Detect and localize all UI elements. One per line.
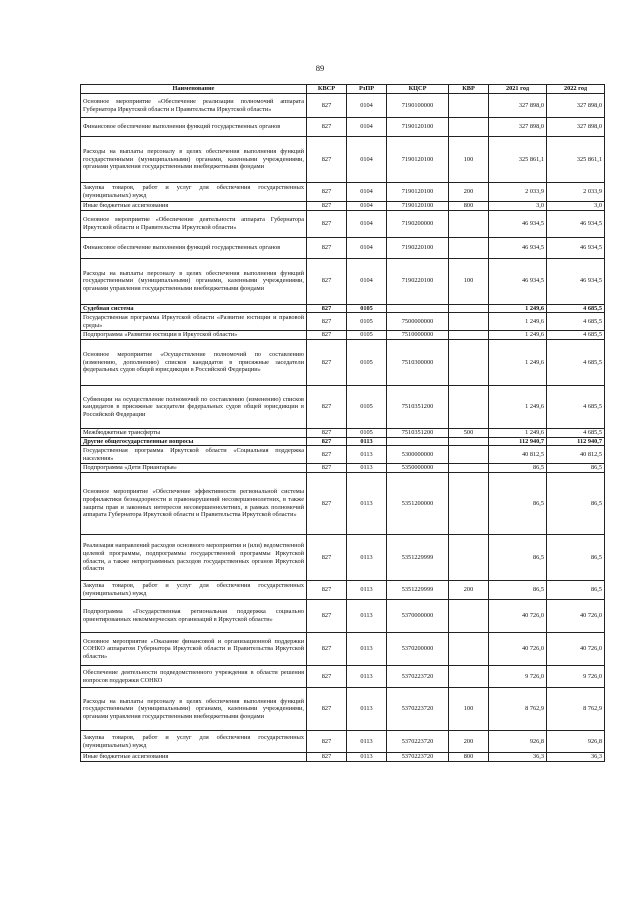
cell-kvr — [449, 237, 489, 258]
cell-kvr — [449, 535, 489, 581]
cell-rzpr: 0105 — [347, 340, 387, 386]
cell-kvsr: 827 — [307, 210, 347, 237]
cell-name: Расходы на выплаты персоналу в целях обеспечения выполнения функций государственными (муниципальными) органами, казенными учреждениями, органами управления государственными внебюджетными фондами — [81, 258, 307, 304]
cell-rzpr: 0104 — [347, 94, 387, 118]
cell-kcsr: 7190220100 — [387, 258, 449, 304]
cell-2021: 1 249,6 — [489, 313, 547, 331]
cell-rzpr: 0104 — [347, 118, 387, 137]
cell-2021: 327 898,0 — [489, 118, 547, 137]
cell-kvr — [449, 210, 489, 237]
cell-2021: 112 940,7 — [489, 437, 547, 446]
cell-kcsr: 7190120100 — [387, 202, 449, 211]
cell-rzpr: 0113 — [347, 633, 387, 666]
header-kvr: КВР — [449, 85, 489, 94]
cell-rzpr: 0104 — [347, 237, 387, 258]
cell-2021: 327 898,0 — [489, 94, 547, 118]
table-row — [81, 237, 605, 258]
cell-2021: 926,8 — [489, 731, 547, 753]
cell-kvr: 200 — [449, 731, 489, 753]
cell-kvsr: 827 — [307, 535, 347, 581]
cell-2021: 2 033,9 — [489, 183, 547, 202]
table-row — [81, 581, 605, 600]
cell-rzpr: 0105 — [347, 429, 387, 438]
cell-kcsr: 7190220100 — [387, 237, 449, 258]
cell-2021: 46 934,5 — [489, 237, 547, 258]
cell-2022: 112 940,7 — [547, 437, 605, 446]
cell-rzpr: 0105 — [347, 331, 387, 340]
cell-2022: 40 726,0 — [547, 600, 605, 633]
cell-rzpr: 0113 — [347, 464, 387, 473]
cell-2022: 327 898,0 — [547, 94, 605, 118]
cell-kvsr: 827 — [307, 202, 347, 211]
cell-kvr: 100 — [449, 137, 489, 183]
cell-kvr — [449, 386, 489, 429]
cell-kvr — [449, 633, 489, 666]
cell-kvsr: 827 — [307, 581, 347, 600]
cell-2022: 40 726,0 — [547, 633, 605, 666]
cell-2021: 86,5 — [489, 464, 547, 473]
cell-2022: 4 685,5 — [547, 340, 605, 386]
budget-table — [80, 84, 605, 762]
header-2021: 2021 год — [489, 85, 547, 94]
cell-rzpr: 0113 — [347, 600, 387, 633]
cell-rzpr: 0113 — [347, 473, 387, 535]
table-row — [81, 464, 605, 473]
cell-rzpr: 0104 — [347, 258, 387, 304]
header-name: Наименование — [81, 85, 307, 94]
cell-2022: 4 685,5 — [547, 386, 605, 429]
cell-kvsr: 827 — [307, 340, 347, 386]
cell-2021: 9 726,0 — [489, 666, 547, 688]
cell-name: Субвенции на осуществление полномочий по составлению (изменению) списков кандидатов в присяжные заседатели федеральных судов общей юрисдикции в Российской Федерации — [81, 386, 307, 429]
cell-rzpr: 0104 — [347, 137, 387, 183]
cell-kcsr: 5370223720 — [387, 731, 449, 753]
cell-2022: 46 934,5 — [547, 258, 605, 304]
cell-2022: 8 762,9 — [547, 688, 605, 731]
cell-kvsr: 827 — [307, 237, 347, 258]
cell-kcsr: 5370200000 — [387, 633, 449, 666]
cell-rzpr: 0113 — [347, 581, 387, 600]
cell-rzpr: 0113 — [347, 437, 387, 446]
cell-kvsr: 827 — [307, 258, 347, 304]
cell-2021: 1 249,6 — [489, 304, 547, 313]
cell-name: Закупка товаров, работ и услуг для обеспечения государственных (муниципальных) нужд — [81, 731, 307, 753]
cell-2022: 4 685,5 — [547, 331, 605, 340]
cell-kcsr: 5370223720 — [387, 666, 449, 688]
cell-name: Финансовое обеспечение выполнения функций государственных органов — [81, 237, 307, 258]
cell-kvr — [449, 331, 489, 340]
cell-2021: 8 762,9 — [489, 688, 547, 731]
table-body — [81, 94, 605, 762]
table-row — [81, 600, 605, 633]
table-row — [81, 666, 605, 688]
cell-rzpr: 0105 — [347, 386, 387, 429]
cell-kvr — [449, 600, 489, 633]
table-row — [81, 118, 605, 137]
cell-2022: 926,8 — [547, 731, 605, 753]
cell-rzpr: 0104 — [347, 202, 387, 211]
cell-kvsr: 827 — [307, 753, 347, 762]
cell-name: Реализация направлений расходов основного мероприятия и (или) ведомственной целевой программы, подпрограммы государственной программы Иркутской области, а также непрограммных расходов государственных органов Иркутской области — [81, 535, 307, 581]
cell-name: Закупка товаров, работ и услуг для обеспечения государственных (муниципальных) нужд — [81, 581, 307, 600]
cell-2021: 46 934,5 — [489, 210, 547, 237]
table-row — [81, 473, 605, 535]
cell-name: Иные бюджетные ассигнования — [81, 202, 307, 211]
cell-kvsr: 827 — [307, 313, 347, 331]
cell-kvr — [449, 464, 489, 473]
cell-2022: 86,5 — [547, 535, 605, 581]
cell-name: Основное мероприятие «Обеспечение реализации полномочий аппарата Губернатора Иркутской области и Правительства Иркутской области» — [81, 94, 307, 118]
cell-kcsr — [387, 437, 449, 446]
cell-2022: 86,5 — [547, 581, 605, 600]
table-row — [81, 731, 605, 753]
cell-name: Закупка товаров, работ и услуг для обеспечения государственных (муниципальных) нужд — [81, 183, 307, 202]
cell-kvsr: 827 — [307, 731, 347, 753]
table-row — [81, 94, 605, 118]
table-row — [81, 258, 605, 304]
cell-rzpr: 0113 — [347, 666, 387, 688]
cell-kvr — [449, 94, 489, 118]
table-row — [81, 331, 605, 340]
cell-kvr: 200 — [449, 183, 489, 202]
cell-2022: 9 726,0 — [547, 666, 605, 688]
cell-kcsr: 5300000000 — [387, 446, 449, 464]
table-row — [81, 340, 605, 386]
cell-2021: 1 249,6 — [489, 386, 547, 429]
cell-name: Судебная система — [81, 304, 307, 313]
table-row — [81, 210, 605, 237]
cell-kvr: 500 — [449, 429, 489, 438]
cell-kvsr: 827 — [307, 633, 347, 666]
cell-kvsr: 827 — [307, 600, 347, 633]
cell-kvr: 100 — [449, 688, 489, 731]
cell-kvr: 800 — [449, 202, 489, 211]
cell-2021: 36,3 — [489, 753, 547, 762]
cell-name: Государственная программа Иркутской области «Социальная поддержка населения» — [81, 446, 307, 464]
cell-name: Основное мероприятие «Оказание финансовой и организационной поддержки СОНКО аппаратом Губернатора Иркутской области и Правительства Иркутской области» — [81, 633, 307, 666]
cell-name: Подпрограмма «Дети Приангарья» — [81, 464, 307, 473]
cell-kcsr: 5351200000 — [387, 473, 449, 535]
cell-2021: 40 726,0 — [489, 633, 547, 666]
table-row — [81, 437, 605, 446]
cell-name: Расходы на выплаты персоналу в целях обеспечения выполнения функций государственными (муниципальными) органами, казенными учреждениями, органами управления государственными внебюджетными фондами — [81, 137, 307, 183]
cell-2022: 36,3 — [547, 753, 605, 762]
cell-2021: 40 812,5 — [489, 446, 547, 464]
header-rzpr: РзПР — [347, 85, 387, 94]
cell-kcsr: 5351229999 — [387, 535, 449, 581]
cell-kvr — [449, 340, 489, 386]
cell-kcsr: 5370000000 — [387, 600, 449, 633]
cell-2021: 1 249,6 — [489, 340, 547, 386]
cell-kvr — [449, 313, 489, 331]
cell-2021: 325 861,1 — [489, 137, 547, 183]
cell-name: Межбюджетные трансферты — [81, 429, 307, 438]
cell-kvsr: 827 — [307, 386, 347, 429]
cell-kvsr: 827 — [307, 688, 347, 731]
table-row — [81, 386, 605, 429]
cell-name: Государственная программа Иркутской области «Развитие юстиции и правовой среды» — [81, 313, 307, 331]
cell-2022: 3,0 — [547, 202, 605, 211]
cell-kvsr: 827 — [307, 118, 347, 137]
cell-2022: 4 685,5 — [547, 313, 605, 331]
cell-kvsr: 827 — [307, 666, 347, 688]
table-row — [81, 633, 605, 666]
table-row — [81, 137, 605, 183]
cell-kvsr: 827 — [307, 137, 347, 183]
cell-kcsr: 7190120100 — [387, 183, 449, 202]
cell-2021: 3,0 — [489, 202, 547, 211]
cell-kcsr — [387, 304, 449, 313]
cell-kvsr: 827 — [307, 331, 347, 340]
cell-rzpr: 0104 — [347, 210, 387, 237]
cell-kvsr: 827 — [307, 446, 347, 464]
cell-2022: 46 934,5 — [547, 210, 605, 237]
cell-name: Основное мероприятие «Осуществление полномочий по составлению (изменению, дополнению) списков кандидатов в присяжные заседатели федеральных судов общей юрисдикции в Российской Федерации» — [81, 340, 307, 386]
cell-kcsr: 5350000000 — [387, 464, 449, 473]
cell-kvr — [449, 304, 489, 313]
header-2022: 2022 год — [547, 85, 605, 94]
cell-2022: 2 033,9 — [547, 183, 605, 202]
header-kvsr: КВСР — [307, 85, 347, 94]
cell-name: Обеспечение деятельности подведомственного учреждения в области решения вопросов поддержки СОНКО — [81, 666, 307, 688]
cell-kvsr: 827 — [307, 429, 347, 438]
cell-name: Подпрограмма «Развитие юстиции в Иркутской области» — [81, 331, 307, 340]
header-row — [81, 85, 605, 94]
cell-kcsr: 7500000000 — [387, 313, 449, 331]
table-header — [81, 85, 605, 94]
cell-rzpr: 0113 — [347, 688, 387, 731]
cell-name: Подпрограмма «Государственная региональная поддержка социально ориентированных некоммерческих организаций в Иркутской области» — [81, 600, 307, 633]
cell-kvr — [449, 446, 489, 464]
cell-2021: 86,5 — [489, 581, 547, 600]
cell-name: Иные бюджетные ассигнования — [81, 753, 307, 762]
cell-name: Финансовое обеспечение выполнения функций государственных органов — [81, 118, 307, 137]
cell-kcsr: 7190120100 — [387, 137, 449, 183]
cell-2022: 86,5 — [547, 473, 605, 535]
cell-kcsr: 7190200000 — [387, 210, 449, 237]
cell-kcsr: 7510351200 — [387, 386, 449, 429]
cell-2021: 1 249,6 — [489, 429, 547, 438]
cell-2022: 325 861,1 — [547, 137, 605, 183]
cell-2022: 4 685,5 — [547, 304, 605, 313]
cell-rzpr: 0113 — [347, 731, 387, 753]
cell-kvr — [449, 118, 489, 137]
cell-kvr — [449, 473, 489, 535]
cell-kcsr: 7190120100 — [387, 118, 449, 137]
cell-kcsr: 7190100000 — [387, 94, 449, 118]
cell-name: Основное мероприятие «Обеспечение деятельности аппарата Губернатора Иркутской области и Правительства Иркутской области» — [81, 210, 307, 237]
cell-kvr: 200 — [449, 581, 489, 600]
cell-kvsr: 827 — [307, 94, 347, 118]
table-row — [81, 753, 605, 762]
cell-2022: 4 685,5 — [547, 429, 605, 438]
cell-kvsr: 827 — [307, 473, 347, 535]
cell-kcsr: 5351229999 — [387, 581, 449, 600]
cell-kcsr: 5370223720 — [387, 688, 449, 731]
cell-rzpr: 0104 — [347, 183, 387, 202]
cell-kcsr: 7510351200 — [387, 429, 449, 438]
cell-2021: 46 934,5 — [489, 258, 547, 304]
cell-rzpr: 0105 — [347, 304, 387, 313]
cell-2022: 40 812,5 — [547, 446, 605, 464]
table-row — [81, 429, 605, 438]
header-kcsr: КЦСР — [387, 85, 449, 94]
cell-name: Расходы на выплаты персоналу в целях обеспечения выполнения функций государственными (муниципальными) органами, казенными учреждениями, органами управления государственными внебюджетными фондами — [81, 688, 307, 731]
cell-kvsr: 827 — [307, 437, 347, 446]
cell-kcsr: 5370223720 — [387, 753, 449, 762]
cell-2022: 86,5 — [547, 464, 605, 473]
cell-name: Основное мероприятие «Обеспечение эффективности региональной системы профилактики безнадзорности и правонарушений несовершеннолетних, в также защиты прав и законных интересов несовершеннолетних, в рамках полномочий аппарата Губернатора Иркутской области и Правительства Иркутской области» — [81, 473, 307, 535]
cell-kvsr: 827 — [307, 464, 347, 473]
cell-rzpr: 0105 — [347, 313, 387, 331]
cell-kvsr: 827 — [307, 304, 347, 313]
table-row — [81, 304, 605, 313]
cell-rzpr: 0113 — [347, 535, 387, 581]
cell-rzpr: 0113 — [347, 753, 387, 762]
cell-kvr: 100 — [449, 258, 489, 304]
cell-2021: 1 249,6 — [489, 331, 547, 340]
table-row — [81, 202, 605, 211]
table-row — [81, 535, 605, 581]
cell-2021: 40 726,0 — [489, 600, 547, 633]
table-row — [81, 183, 605, 202]
cell-kcsr: 7510000000 — [387, 331, 449, 340]
table-row — [81, 313, 605, 331]
cell-rzpr: 0113 — [347, 446, 387, 464]
cell-kvr — [449, 437, 489, 446]
cell-2021: 86,5 — [489, 473, 547, 535]
table-row — [81, 446, 605, 464]
cell-kvr: 800 — [449, 753, 489, 762]
cell-2021: 86,5 — [489, 535, 547, 581]
cell-kcsr: 7510300000 — [387, 340, 449, 386]
cell-kvr — [449, 666, 489, 688]
cell-kvsr: 827 — [307, 183, 347, 202]
page-number: 89 — [315, 63, 325, 73]
cell-2022: 327 898,0 — [547, 118, 605, 137]
cell-name: Другие общегосударственные вопросы — [81, 437, 307, 446]
table-row — [81, 688, 605, 731]
cell-2022: 46 934,5 — [547, 237, 605, 258]
